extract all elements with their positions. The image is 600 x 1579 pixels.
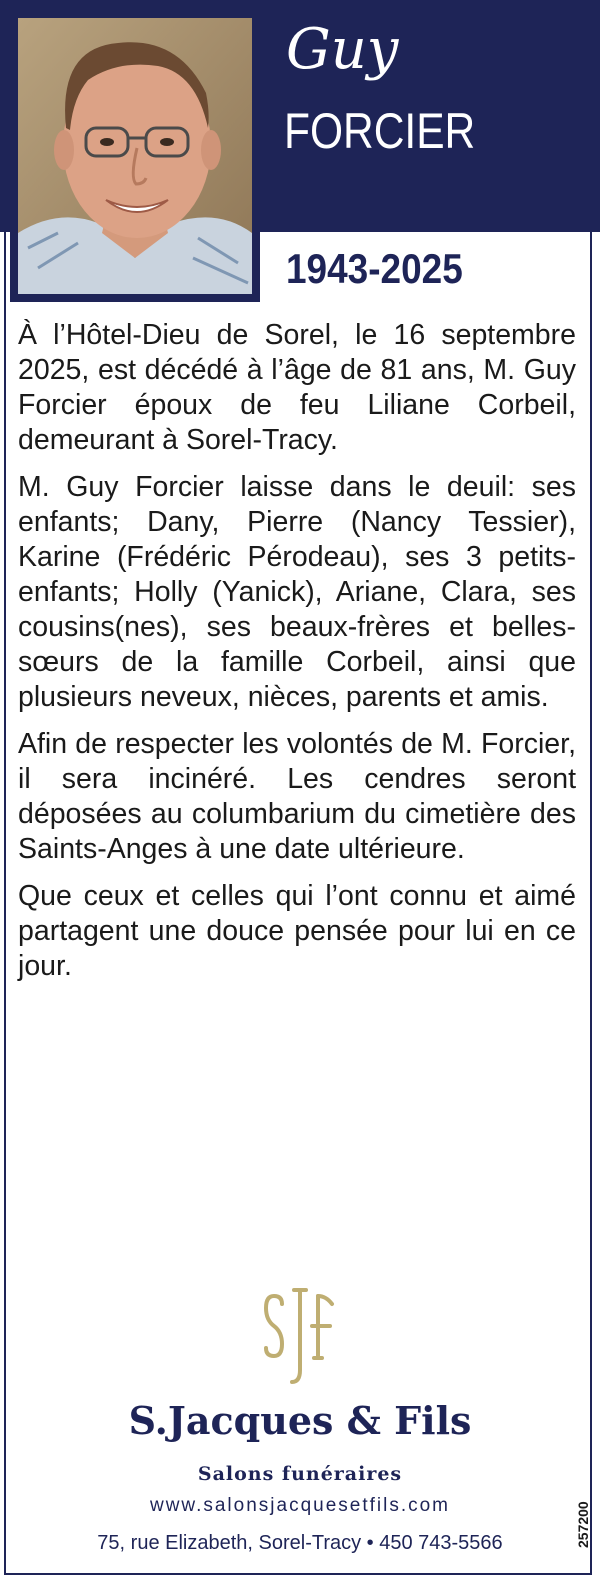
paragraph-arrangements: Afin de respecter les volontés de M. Forcier, il sera incinéré. Les cendres seront déposées au columbarium du cimetière des Saints-Anges à une date ultérieure. [18,728,576,865]
sjf-monogram-logo [260,1286,340,1388]
paragraph-family: M. Guy Forcier laisse dans le deuil: ses enfants; Dany, Pierre (Nancy Tessier), Karine (Frédéric Pérodeau), ses 3 petits-enfants; Holly (Yanick), Ariane, Clara, ses cousins(nes), ses beaux-frères et belles-sœurs de la famille Corbeil, ainsi que plusieurs neveux, nièces, parents et amis. [18,471,576,713]
website-link[interactable]: www.salonsjacquesetfils.com [149,1495,451,1516]
portrait-photo [18,18,252,294]
address-phone: 75, rue Elizabeth, Sorel-Tracy • 450 743-5566 [97,1532,503,1554]
surname: FORCIER [284,103,476,159]
paragraph-death: À l’Hôtel-Dieu de Sorel, le 16 septembre 2025, est décédé à l’âge de 81 ans, M. Guy Forcier époux de feu Liliane Corbeil, demeurant à Sorel-Tracy. [18,319,576,456]
paragraph-closing: Que ceux et celles qui l’ont connu et aimé partagent une douce pensée pour lui en ce jour. [18,880,576,982]
ad-reference-number: 257200 [575,1501,591,1548]
life-years: 1943-2025 [286,245,463,292]
funeral-home-tagline: Salons funéraires [197,1463,403,1485]
photo-frame [10,10,260,302]
funeral-home-name: S.Jacques & Fils [128,1398,472,1443]
obituary-text [18,318,576,996]
given-name: Guy [286,17,399,82]
